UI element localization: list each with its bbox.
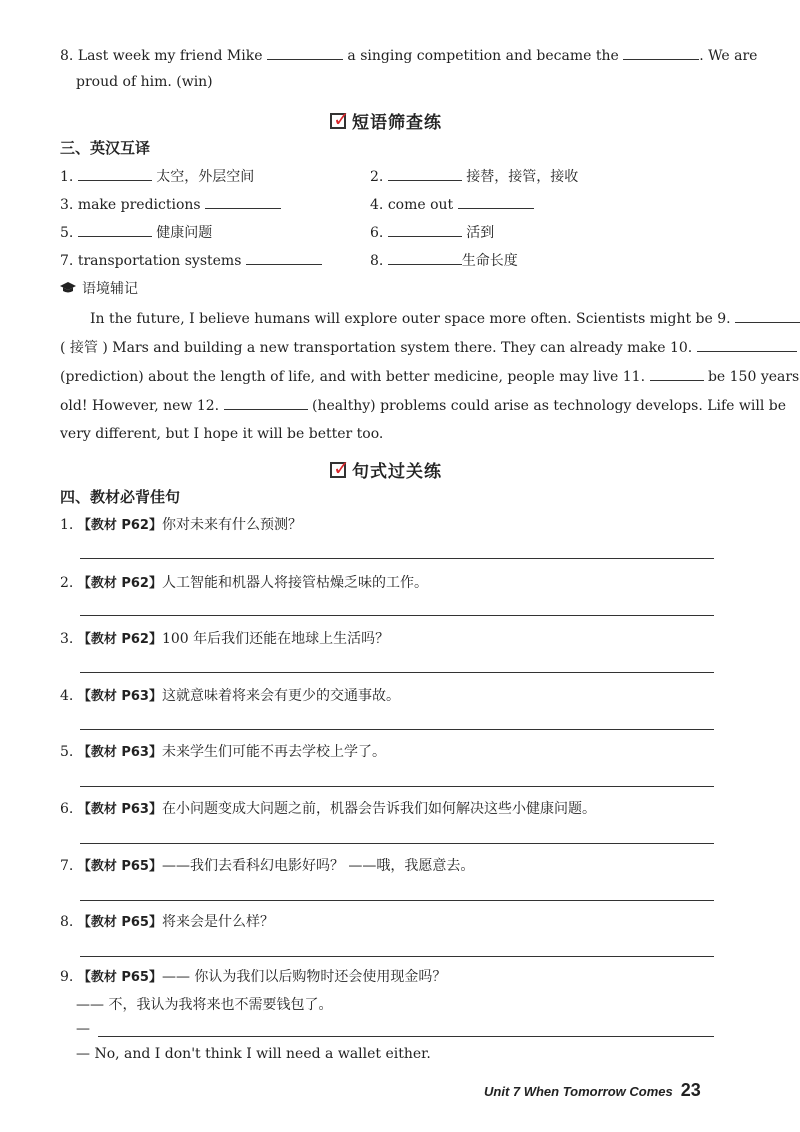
sentence-item: 6. 【教材 P63】在小问题变成大问题之前，机器会告诉我们如何解决这些小健康问题。 — [60, 801, 596, 817]
phrase-item: 2. 接替，接管，接收 — [370, 166, 578, 187]
context-line: In the future, I believe humans will explore outer space more often. Scientists might be 9. — [90, 308, 800, 329]
answer-blank[interactable] — [78, 166, 152, 181]
answer-blank[interactable] — [650, 366, 704, 381]
context-line: (prediction) about the length of life, and with better medicine, people may live 11. be 150 years — [60, 366, 799, 387]
answer-blank[interactable] — [458, 194, 534, 209]
answer-line[interactable] — [80, 558, 714, 559]
checkmark-icon: ✓ — [333, 455, 350, 480]
answer-line[interactable] — [80, 729, 714, 730]
answer-blank[interactable] — [697, 337, 797, 352]
answer-line[interactable] — [80, 786, 714, 787]
context-line: old! However, new 12. (healthy) problems could arise as technology develops. Life will be — [60, 395, 786, 416]
sentence-item: 8. 【教材 P65】将来会是什么样？ — [60, 914, 274, 930]
section-banner-phrases — [330, 108, 442, 133]
phrase-item: 5. 健康问题 — [60, 222, 212, 243]
dialog-answer: — No, and I don't think I will need a wallet either. — [76, 1046, 431, 1062]
answer-blank[interactable] — [623, 45, 699, 60]
banner-title: 句式过关练 — [352, 462, 442, 482]
answer-blank[interactable] — [78, 222, 152, 237]
answer-line[interactable] — [80, 900, 714, 901]
checkbox-icon — [330, 106, 350, 131]
page-footer — [484, 1080, 701, 1101]
answer-blank[interactable] — [388, 222, 462, 237]
checkbox-icon — [330, 455, 350, 480]
answer-line[interactable] — [98, 1036, 714, 1037]
checkmark-icon: ✓ — [333, 106, 350, 131]
answer-line[interactable] — [80, 956, 714, 957]
answer-blank[interactable] — [267, 45, 343, 60]
phrase-item: 7. transportation systems — [60, 250, 322, 271]
phrase-item: 3. make predictions — [60, 194, 281, 215]
answer-blank[interactable] — [388, 250, 462, 265]
sentence-item: 1. 【教材 P62】你对未来有什么预测？ — [60, 517, 302, 533]
section-heading: 四、教材必背佳句 — [60, 488, 181, 506]
sentence-item: 9. 【教材 P65】—— 你认为我们以后购物时还会使用现金吗？ — [60, 969, 447, 985]
question-text: Last week my friend Mike — [77, 48, 263, 64]
dialog-dash: — — [76, 1021, 90, 1037]
answer-blank[interactable] — [224, 395, 308, 410]
answer-line[interactable] — [80, 615, 714, 616]
page-number: 23 — [680, 1080, 701, 1100]
question-text: . We are — [699, 48, 758, 64]
section-heading: 三、英汉互译 — [60, 139, 151, 157]
phrase-item: 4. come out — [370, 194, 534, 215]
sentence-item: 5. 【教材 P63】未来学生们可能不再去学校上学了。 — [60, 744, 386, 760]
context-line: ( 接管 ) Mars and building a new transportation system there. They can already make 10. — [60, 337, 797, 358]
question-number: 8. — [60, 48, 74, 64]
sentence-item-line2: —— 不，我认为我将来也不需要钱包了。 — [76, 997, 333, 1013]
phrase-item: 8. 生命长度 — [370, 250, 518, 271]
sentence-item: 7. 【教材 P65】——我们去看科幻电影好吗？ ——哦，我愿意去。 — [60, 858, 475, 874]
sentence-item: 4. 【教材 P63】这就意味着将来会有更少的交通事故。 — [60, 688, 400, 704]
top-question — [60, 45, 757, 66]
phrase-item: 1. 太空，外层空间 — [60, 166, 254, 187]
answer-blank[interactable] — [388, 166, 462, 181]
answer-line[interactable] — [80, 672, 714, 673]
context-line: very different, but I hope it will be better too. — [60, 426, 384, 442]
unit-title: Unit 7 When Tomorrow Comes — [484, 1084, 673, 1099]
phrase-item: 6. 活到 — [370, 222, 494, 243]
sentence-item: 2. 【教材 P62】人工智能和机器人将接管枯燥乏味的工作。 — [60, 575, 428, 591]
answer-blank[interactable] — [205, 194, 281, 209]
sentence-item: 3. 【教材 P62】100 年后我们还能在地球上生活吗？ — [60, 631, 390, 647]
answer-line[interactable] — [80, 843, 714, 844]
banner-title: 短语筛查练 — [352, 113, 442, 133]
context-heading: 语境辅记 — [60, 278, 138, 298]
graduation-cap-icon — [60, 282, 76, 294]
top-question-line2: proud of him. (win) — [76, 74, 213, 90]
section-banner-sentences — [330, 457, 442, 482]
answer-blank[interactable] — [735, 308, 800, 323]
answer-blank[interactable] — [246, 250, 322, 265]
question-text: a singing competition and became the — [347, 48, 619, 64]
